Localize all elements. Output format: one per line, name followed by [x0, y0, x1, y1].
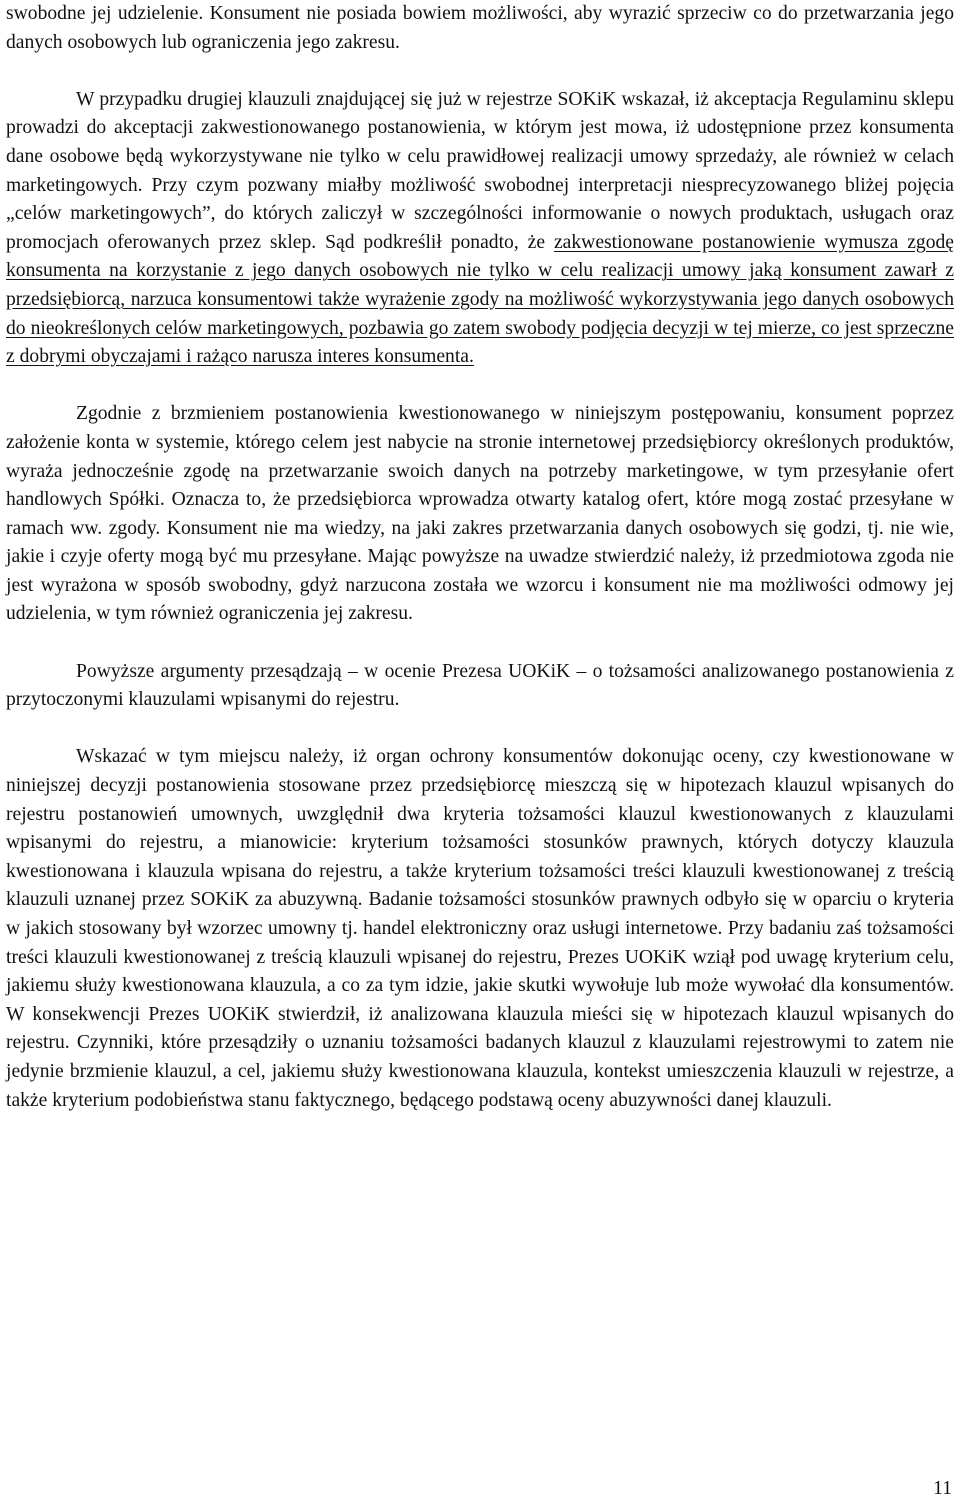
- paragraph-second-clause: [6, 86, 954, 372]
- paragraph-continuation: swobodne jej udzielenie. Konsument nie posiada bowiem możliwości, aby wyrazić sprzeciw co do przetwarzania jego danych osobowych lub ograniczenia jego zakresu.: [6, 3, 954, 53]
- paragraph-criteria: Wskazać w tym miejscu należy, iż organ ochrony konsumentów dokonując oceny, czy kwestionowane w niniejszej decyzji postanowienia stosowane przez przedsiębiorcę mieszczą się w hipotezach klauzul wpisanych do rejestru postanowień umownych, uwzględnił dwa kryteria tożsamości klauzul kwestionowanych z klauzulami wpisanymi do rejestru, a mianowicie: kryterium tożsamości stosunków prawnych, których dotyczy klauzula kwestionowana i klauzula wpisana do rejestru, a także kryterium tożsamości treści klauzuli kwestionowanej z treścią klauzuli uznanej przez SOKiK za abuzywną. Badanie tożsamości stosunków prawnych odbyło się w oparciu o kryteria w jakich stosowany był wzorzec umowny tj. handel elektroniczny oraz usługi internetowe. Przy badaniu zaś tożsamości treści klauzuli kwestionowanej z treścią klauzuli wpisanej do rejestru, Prezes UOKiK wziął pod uwagę kryterium celu, jakiemu służy kwestionowana klauzula, a co za tym idzie, jakie skutki wywołuje lub może wywołać dla konsumentów. W konsekwencji Prezes UOKiK stwierdził, iż analizowana klauzula mieści się w hipotezach klauzul wpisanych do rejestru. Czynniki, które przesądziły o uznaniu tożsamości badanych klauzul z klauzulami rejestrowymi to zatem nie jedynie brzmienie klauzul, a cel, jakiemu służy kwestionowana klauzula, kontekst umieszczenia klauzuli w rejestrze, a także kryterium podobieństwa stanu faktycznego, będącego podstawą oceny abuzywności danej klauzuli.: [6, 746, 954, 1111]
- paragraph-second-clause-text: W przypadku drugiej klauzuli znajdującej się już w rejestrze SOKiK wskazał, iż akceptacja Regulaminu sklepu prowadzi do akceptacji zakwestionowanego postanowienia, w którym jest mowa, iż udostępnione przez konsumenta dane osobowe będą wykorzystywane nie tylko w celu prawidłowej realizacji umowy sprzedaży, ale również w celach marketingowych. Przy czym pozwany miałby możliwość swobodnej interpretacji niesprecyzowanego bliżej pojęcia „celów marketingowych”, do których zaliczył w szczególności informowanie o nowych produktach, usługach oraz promocjach oferowanych przez sklep. Sąd podkreślił ponadto, że: [6, 88, 954, 253]
- document-body: [6, 0, 954, 1115]
- paragraph-arguments: Powyższe argumenty przesądzają – w ocenie Prezesa UOKiK – o tożsamości analizowanego postanowienia z przytoczonymi klauzulami wpisanymi do rejestru.: [6, 660, 954, 711]
- page-number: 11: [933, 1478, 952, 1499]
- paragraph-questioned-provision: Zgodnie z brzmieniem postanowienia kwestionowanego w niniejszym postępowaniu, konsument poprzez założenie konta w systemie, którego celem jest nabycie na stronie internetowej przedsiębiorcy określonych produktów, wyraża jednocześnie zgodę na przetwarzanie swoich danych na potrzeby marketingowe, w tym przesyłanie ofert handlowych Spółki. Oznacza to, że przedsiębiorca wprowadza otwarty katalog ofert, które mogą zostać przesyłane w ramach ww. zgody. Konsument nie ma wiedzy, na jaki zakres przetwarzania danych osobowych się godzi, tj. nie wie, jakie i czyje oferty mogą być mu przesyłane. Mając powyższe na uwadze stwierdzić należy, iż przedmiotowa zgoda nie jest wyrażona w sposób swobodny, gdyż narzucona została we wzorcu i konsument nie ma możliwości odmowy jej udzielenia, w tym również ograniczenia jej zakresu.: [6, 403, 954, 625]
- underlined-court-finding: zakwestionowane postanowienie wymusza zgodę konsumenta na korzystanie z jego danych osobowych nie tylko w celu realizacji umowy jaką konsument zawarł z przedsiębiorcą, narzuca konsumentowi także wyrażenie zgody na możliwość wykorzystywania jego danych osobowych do nieokreślonych celów marketingowych, pozbawia go zatem swobody podjęcia decyzji w tej mierze, co jest sprzeczne z dobrymi obyczajami i rażąco narusza interes konsumenta.: [6, 231, 954, 368]
